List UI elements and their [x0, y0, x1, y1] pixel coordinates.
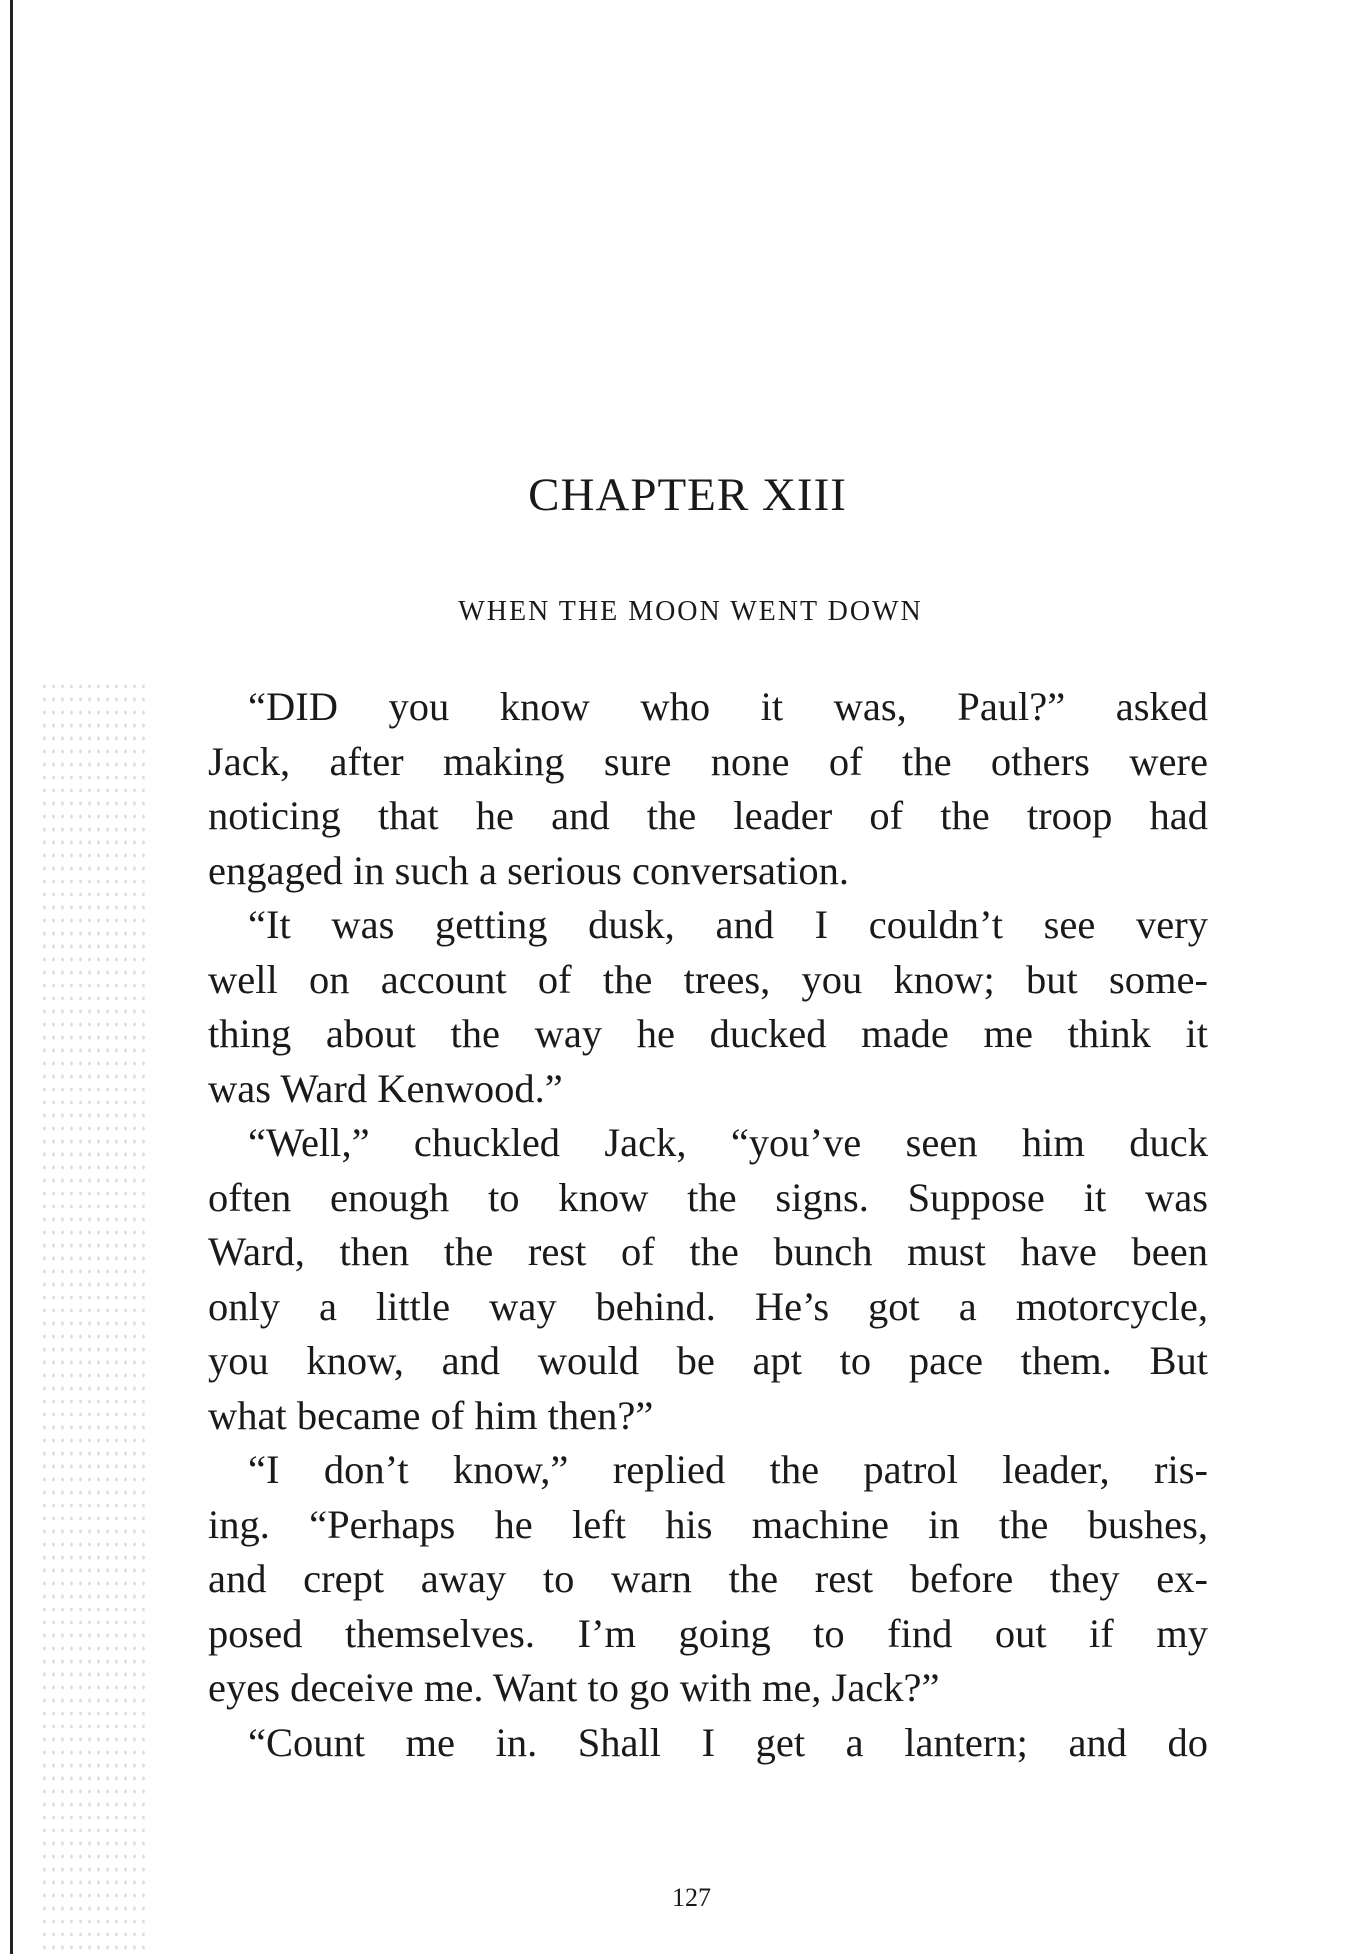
text-line: “I don’t know,” replied the patrol leader, ris-	[248, 1447, 1208, 1492]
text-line: “Count me in. Shall I get a lantern; and do	[248, 1719, 1208, 1765]
chapter-title: WHEN THE MOON WENT DOWN	[458, 596, 923, 627]
text-line: engaged in such a serious conversation.	[208, 847, 850, 893]
text-line: “It was getting dusk, and I couldn’t see very	[248, 902, 1208, 947]
text-line: and crept away to warn the rest before they ex-	[208, 1556, 1208, 1601]
text-line: ing. “Perhaps he left his machine in the bushes,	[208, 1501, 1208, 1547]
chapter-heading: CHAPTER XIII	[528, 469, 847, 521]
page-number: 127	[672, 1883, 711, 1912]
body-text	[208, 680, 1208, 1770]
text-line: only a little way behind. He’s got a motorcycle,	[208, 1283, 1208, 1329]
text-line: Jack, after making sure none of the others were	[208, 738, 1208, 784]
page-speckle	[40, 680, 150, 1950]
text-line: “Well,” chuckled Jack, “you’ve seen him duck	[248, 1120, 1208, 1165]
text-line: what became of him then?”	[208, 1392, 654, 1438]
text-line: “DID you know who it was, Paul?” asked	[248, 684, 1208, 729]
binding-edge	[10, 0, 13, 1954]
text-line: you know, and would be apt to pace them. But	[208, 1338, 1208, 1383]
text-line: was Ward Kenwood.”	[208, 1065, 563, 1111]
text-line: eyes deceive me. Want to go with me, Jack?”	[208, 1665, 940, 1710]
text-line: often enough to know the signs. Suppose it was	[208, 1174, 1208, 1220]
text-line: Ward, then the rest of the bunch must have been	[208, 1229, 1208, 1274]
text-line: well on account of the trees, you know; but some-	[208, 956, 1208, 1002]
text-line: thing about the way he ducked made me think it	[208, 1011, 1208, 1056]
text-line: noticing that he and the leader of the troop had	[208, 793, 1208, 838]
text-line: posed themselves. I’m going to find out if my	[208, 1610, 1208, 1656]
